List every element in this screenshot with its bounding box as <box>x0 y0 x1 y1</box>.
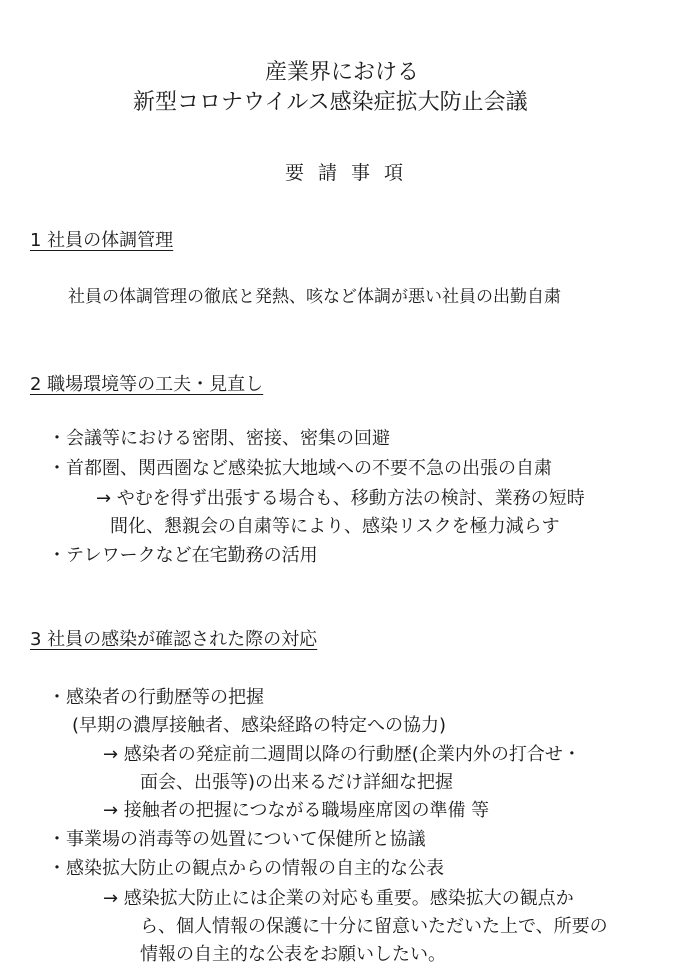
list-item: ・ テレワークなど在宅勤務の活用 <box>48 541 318 567</box>
list-item: ・ 感染者の行動歴等の把握 <box>48 683 264 709</box>
list-item-detail: → やむを得ず出張する場合も、移動方法の検討、業務の短時 <box>96 488 585 509</box>
list-item: ・ 事業場の消毒等の処置について保健所と協議 <box>48 825 426 851</box>
title-line-2: 新型コロナウイルス感染症拡大防止会議 <box>133 90 528 115</box>
title-line-1: 産業界における <box>265 60 420 85</box>
list-item-detail: 間化、懇親会の自粛等により、感染リスクを極力減らす <box>110 516 560 537</box>
list-item-detail: 面会、出張等)の出来るだけ詳細な把握 <box>140 772 454 793</box>
list-item-detail: ら、個人情報の保護に十分に留意いただいた上で、所要の <box>140 916 608 937</box>
section-1-heading: 1 社員の体調管理 <box>30 230 174 251</box>
list-item: ・ 感染拡大防止の観点からの情報の自主的な公表 <box>48 854 444 880</box>
section-3-heading: 3 社員の感染が確認された際の対応 <box>30 629 318 650</box>
section-2-heading: 2 職場環境等の工夫・見直し <box>30 374 264 395</box>
list-item-detail: → 感染者の発症前二週間以降の行動歴(企業内外の打合せ・ <box>103 744 581 765</box>
list-item: ・ 首都圏、関西圏など感染拡大地域への不要不急の出張の自粛 <box>48 454 552 480</box>
list-item-detail: 情報の自主的な公表をお願いしたい。 <box>140 944 446 965</box>
list-item-detail: → 感染拡大防止には企業の対応も重要。感染拡大の観点か <box>103 888 574 909</box>
list-item: ・ 会議等における密閉、密接、密集の回避 <box>48 424 390 450</box>
list-item-detail: → 接触者の把握につながる職場座席図の準備 等 <box>103 800 490 821</box>
document-subtitle: 要請事項 <box>285 162 418 184</box>
section-1-text: 社員の体調管理の徹底と発熱、咳など体調が悪い社員の出勤自粛 <box>68 287 561 307</box>
list-item-detail: (早期の濃厚接触者、感染経路の特定への協力) <box>72 715 447 736</box>
